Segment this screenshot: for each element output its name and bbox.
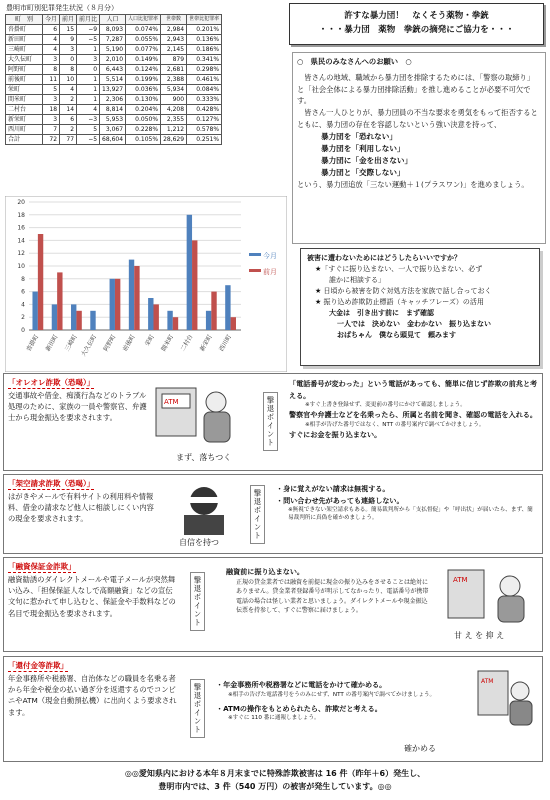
table-cell: 0.341% xyxy=(187,55,222,65)
table-row xyxy=(6,95,222,105)
legend-label: 前月 xyxy=(263,268,277,276)
table-cell: 10 xyxy=(60,75,77,85)
prevention-box xyxy=(300,248,540,366)
notice-heading: ○ 県民のみなさんへのお願い ○ xyxy=(297,57,412,66)
point-label: 撃退ポイント xyxy=(250,485,265,544)
section-text: はがきやメールで有料サイトの利用料や情報料、借金の請求など他人に相談しにくい内容の現金を要求されます。 xyxy=(8,492,154,524)
y-tick-label: 2 xyxy=(21,314,25,322)
tip-2-note: ※相手が告げた番号ではなく、NTT の番号案内で調べてかけましょう。 xyxy=(305,421,485,428)
section-kakuu xyxy=(3,474,543,554)
bar-今月-新栄町 xyxy=(206,311,211,330)
table-cell: 0.055% xyxy=(126,35,161,45)
table-cell: 0.136% xyxy=(187,35,222,45)
table-cell: −5 xyxy=(77,135,100,145)
tip-2: 警察官や弁護士などを名乗ったら、所属と名前を聞き、確認の電話を入れる。 xyxy=(289,410,537,419)
table-cell: 3 xyxy=(43,55,60,65)
table-cell: 14 xyxy=(60,105,77,115)
bar-前月-新田町 xyxy=(57,272,62,330)
table-cell: 7,287 xyxy=(100,35,126,45)
section-text: 年金事務所や税務署、自治体などの職員を名乗る者から年金や税金の払い過ぎ分を返還するのでコンビニやATM（現金自動預払機）に出向くよう要求されます。 xyxy=(8,674,177,717)
table-cell: 0 xyxy=(77,65,100,75)
bar-今月-阿野町 xyxy=(110,279,115,330)
table-cell: 合計 xyxy=(6,135,43,145)
table-cell: 1,212 xyxy=(161,125,187,135)
table-cell: 阿野町 xyxy=(6,65,43,75)
bar-今月-新田町 xyxy=(52,304,57,330)
table-cell: 0.204% xyxy=(126,105,161,115)
y-tick-label: 18 xyxy=(17,211,25,219)
y-tick-label: 10 xyxy=(17,263,25,270)
catchphrase-1: 大金は 引き出す前に まず確認 xyxy=(329,309,434,317)
table-cell: 28,629 xyxy=(161,135,187,145)
slogan-2: 暴力団を「利用しない」 xyxy=(321,143,405,153)
atm-illustration xyxy=(444,564,536,626)
table-cell: 72 xyxy=(43,135,60,145)
x-tick-label: 新栄町 xyxy=(198,333,214,353)
prevention-item-1b: 誰かに相談する」 xyxy=(329,276,385,284)
table-row xyxy=(6,25,222,35)
table-header-cell: 前月 xyxy=(60,15,77,25)
bar-前月-沓掛町 xyxy=(38,234,43,330)
table-cell: 1 xyxy=(77,75,100,85)
table-cell: 0.149% xyxy=(126,55,161,65)
tip-2-note: ※無視できない架空請求もある。簡易裁判所から「支払督促」や「呼出状」が届いたら、まず、簡易裁判所に真偽を確かめましょう。 xyxy=(288,507,533,521)
table-cell: 879 xyxy=(161,55,187,65)
bar-前月-西川町 xyxy=(231,317,236,330)
y-tick-label: 0 xyxy=(21,327,25,334)
crime-table-title: 豊明市町別犯罪発生状況（８月分） xyxy=(6,4,118,12)
table-cell: 4 xyxy=(43,35,60,45)
prevention-item-2: ★ 日頃から被害を防ぐ対処方法を家族で話し合っておく xyxy=(315,287,492,295)
table-cell: 0.084% xyxy=(187,85,222,95)
bar-前月-前後町 xyxy=(134,266,139,330)
y-tick-label: 6 xyxy=(21,288,25,296)
table-cell: 18 xyxy=(43,105,60,115)
table-cell: 0.127% xyxy=(187,115,222,125)
table-cell: 8,093 xyxy=(100,25,126,35)
slogan-3: 暴力団に「金を出さない」 xyxy=(321,155,413,165)
table-cell: 0.199% xyxy=(126,75,161,85)
table-cell: 2,355 xyxy=(161,115,187,125)
table-cell: 3 xyxy=(43,95,60,105)
table-cell: 5 xyxy=(77,125,100,135)
y-tick-label: 20 xyxy=(17,199,25,206)
footer-line1: ◎◎愛知県内における本年８月末までに特殊詐欺被害は 16 件（昨年＋6）発生し、 xyxy=(124,769,426,778)
table-header-row xyxy=(6,15,222,25)
tip-1: ・年金事務所や税務署などに電話をかけて確かめる。 xyxy=(216,680,387,689)
section-oreore xyxy=(3,373,543,471)
table-cell: 6 xyxy=(60,115,77,125)
section-text: 融資勧誘のダイレクトメールや電子メールが突然舞い込み、「担保保証人なしで高額融資」などの宣伝文句に惹かれて申し込むと、保証金や手数料などの名目で現金振込を要求されます。 xyxy=(8,575,176,618)
table-cell: 13,927 xyxy=(100,85,126,95)
table-cell: 2,306 xyxy=(100,95,126,105)
section-text: 交通事故や借金、痴漢行為などのトラブル処理のために、家族の一員や警察官、弁護士から現金振込を要求されます。 xyxy=(8,391,147,423)
table-cell: 0.050% xyxy=(126,115,161,125)
table-row xyxy=(6,135,222,145)
tip-2-note: ※すぐに 110 番に通報しましょう。 xyxy=(228,715,320,721)
table-cell: 0.105% xyxy=(126,135,161,145)
point-label: 撃退ポイント xyxy=(190,572,205,631)
slogan-header xyxy=(289,3,544,45)
tip-1: ・身に覚えがない請求は無視する。 xyxy=(276,484,390,493)
prevention-item-1: ★「すぐに振り込まない、一人で振り込まない、必ず xyxy=(315,265,483,273)
notice-box xyxy=(292,52,546,244)
table-cell: 4 xyxy=(77,105,100,115)
table-cell: 2,388 xyxy=(161,75,187,85)
x-tick-label: 前後町 xyxy=(121,333,137,353)
table-cell: 1 xyxy=(77,95,100,105)
bar-前月-二村台 xyxy=(192,240,197,330)
y-tick-label: 16 xyxy=(17,224,25,232)
table-cell: 3 xyxy=(60,45,77,55)
table-row xyxy=(6,45,222,55)
bar-今月-西川町 xyxy=(225,285,230,330)
x-tick-label: 西川町 xyxy=(218,333,234,353)
point-label: 撃退ポイント xyxy=(263,392,278,451)
table-cell: 0.130% xyxy=(126,95,161,105)
table-header-cell: 前月比 xyxy=(77,15,100,25)
legend-label: 今月 xyxy=(263,252,277,260)
tip-1: 「電話番号が変わった」という電話があっても、簡単に信じず詐欺の前兆と考える。 xyxy=(289,379,538,400)
x-tick-label: 新田町 xyxy=(44,333,60,353)
table-cell: 2,010 xyxy=(100,55,126,65)
table-cell: 3 xyxy=(77,55,100,65)
y-tick-label: 12 xyxy=(17,250,25,258)
catchphrase-3: おばちゃん 僕なら頭見て 頼みます xyxy=(337,331,456,339)
point-label: 撃退ポイント xyxy=(190,679,205,738)
table-cell: 2,984 xyxy=(161,25,187,35)
x-tick-label: 栄町 xyxy=(143,333,157,348)
section-caption: まず、落ちつく xyxy=(176,453,232,462)
table-cell: 2,145 xyxy=(161,45,187,55)
table-cell: 0.201% xyxy=(187,25,222,35)
table-cell: 0.077% xyxy=(126,45,161,55)
table-cell: 2 xyxy=(60,125,77,135)
bar-今月-沓掛町 xyxy=(32,292,37,330)
tip-3: すぐにお金を振り込まない。 xyxy=(289,429,382,439)
table-cell: 二村台 xyxy=(6,105,43,115)
table-cell: 栄町 xyxy=(6,85,43,95)
section-title: 「還付金等詐欺」 xyxy=(8,661,68,670)
table-header-cell: 今月 xyxy=(43,15,60,25)
atm-phone-illustration xyxy=(472,663,538,731)
table-header-cell: 町 別 xyxy=(6,15,43,25)
tip-1: 融資前に振り込まない。 xyxy=(226,567,305,576)
table-cell: 0.074% xyxy=(126,25,161,35)
x-tick-label: 二村台 xyxy=(179,333,195,353)
bar-前月-栄町 xyxy=(154,304,159,330)
table-header-cell: 人口比犯罪率 xyxy=(126,15,161,25)
y-tick-label: 8 xyxy=(21,275,25,283)
tip-2: ・問い合わせ先があっても連絡しない。 xyxy=(276,495,404,505)
y-tick-label: 14 xyxy=(17,237,25,245)
footer-line2: 豊明市内では、3 件（540 万円）の被害が発生しています。◎◎ xyxy=(158,782,392,791)
svg-text:ATM: ATM xyxy=(453,576,468,584)
catchphrase-2: 一人では 決めない 金わかない 振り込まない xyxy=(337,320,491,328)
tip-1-note: ※相手の告げた電話番号をうのみにせず、NTT の番号案内で調べてかけましょう。 xyxy=(228,691,436,698)
table-header-cell: 世帯数 xyxy=(161,15,187,25)
bar-前月-新栄町 xyxy=(211,292,216,330)
notice-para3: という、暴力団追放「三ない運動＋１(プラスワン)」を進めましょう。 xyxy=(297,179,529,189)
table-cell: 新栄町 xyxy=(6,115,43,125)
table-cell: 間米町 xyxy=(6,95,43,105)
table-cell: 3 xyxy=(43,115,60,125)
svg-text:ATM: ATM xyxy=(481,678,494,685)
header-line2: ・・・暴力団 薬物 拳銃の摘発にご協力を・・・ xyxy=(318,25,515,35)
table-cell: 68,604 xyxy=(100,135,126,145)
tip-2: ・ATMの操作をもとめられたら、詐欺だと考える。 xyxy=(216,703,382,713)
table-cell: 5,934 xyxy=(161,85,187,95)
table-header-cell: 世帯比犯罪率 xyxy=(187,15,222,25)
slogan-1: 暴力団を「恐れない」 xyxy=(321,131,397,141)
x-tick-label: 三崎町 xyxy=(63,333,79,353)
slogan-4: 暴力団と「交際しない」 xyxy=(321,167,405,177)
prevention-question: 被害に遭わないためにはどうしたらいいですか？ xyxy=(307,254,461,262)
table-row xyxy=(6,115,222,125)
table-cell: 8 xyxy=(43,65,60,75)
table-cell: −3 xyxy=(77,115,100,125)
header-line1: 許すな暴力団！ なくそう薬物・拳銃 xyxy=(344,11,489,21)
table-cell: 0.428% xyxy=(187,105,222,115)
table-row xyxy=(6,65,222,75)
notice-para2: 皆さん一人ひとりが、暴力団員の不当な要求を勇気をもって拒否するとともに、暴力団の存在を容認しないという強い決意を持って、 xyxy=(297,108,538,129)
table-cell: 4 xyxy=(60,85,77,95)
atm-elderly-illustration xyxy=(154,380,240,450)
footer-summary xyxy=(0,767,550,793)
table-cell: 0 xyxy=(60,55,77,65)
x-tick-label: 大久伝町 xyxy=(80,333,99,358)
table-cell: 0.251% xyxy=(187,135,222,145)
table-cell: 900 xyxy=(161,95,187,105)
table-cell: 15 xyxy=(60,25,77,35)
notice-para1: 皆さんの地域、職域から暴力団を排除するためには、「警察の取締り」と「社会全体による暴力団排除活動」を推し進めることが必要不可欠です。 xyxy=(297,72,535,106)
masked-man-illustration xyxy=(164,479,244,535)
table-cell: 8 xyxy=(60,65,77,75)
prevention-item-3: ★ 振り込め詐欺防止標語（キャッチフレーズ）の活用 xyxy=(315,298,484,306)
table-cell: 0.036% xyxy=(126,85,161,95)
bar-前月-三崎町 xyxy=(76,311,81,330)
table-cell: 0.461% xyxy=(187,75,222,85)
table-cell: 0.124% xyxy=(126,65,161,75)
x-tick-label: 間米町 xyxy=(160,333,176,353)
tip-1-note: 正規の貸金業者では融資を前提に現金の振り込みをさせることは絶対にありません。貸金業者登録番号が明示してなかったり、電話番号が携帯電話の場合は怪しい業者と思いましょう。ダイレクトメールや現金振込伝票を持参して、すぐに警察に届けましょう。 xyxy=(236,578,429,614)
table-cell: 4 xyxy=(43,45,60,55)
section-title: 「架空請求詐欺（恐喝）」 xyxy=(8,479,95,488)
table-cell: 0.186% xyxy=(187,45,222,55)
table-cell: 0.578% xyxy=(187,125,222,135)
table-cell: 11 xyxy=(43,75,60,85)
table-cell: 0.333% xyxy=(187,95,222,105)
table-cell: 77 xyxy=(60,135,77,145)
table-cell: 大久伝町 xyxy=(6,55,43,65)
table-cell: 新田町 xyxy=(6,35,43,45)
crime-table xyxy=(5,14,222,145)
section-title: 「オレオレ詐欺（恐喝）」 xyxy=(8,378,95,387)
table-cell: 5,953 xyxy=(100,115,126,125)
legend-swatch xyxy=(249,269,261,272)
table-row xyxy=(6,75,222,85)
bar-今月-二村台 xyxy=(187,215,192,330)
bar-今月-三崎町 xyxy=(71,304,76,330)
table-cell: 8,814 xyxy=(100,105,126,115)
bar-今月-栄町 xyxy=(148,298,153,330)
x-tick-label: 沓掛町 xyxy=(25,333,41,353)
table-row xyxy=(6,125,222,135)
table-cell: 4,208 xyxy=(161,105,187,115)
table-row xyxy=(6,35,222,45)
bar-前月-間米町 xyxy=(173,317,178,330)
section-caption: 甘 え を 抑 え xyxy=(454,631,505,640)
table-row xyxy=(6,55,222,65)
table-cell: −5 xyxy=(77,35,100,45)
bar-今月-間米町 xyxy=(167,311,172,330)
table-cell: 7 xyxy=(43,125,60,135)
table-cell: −9 xyxy=(77,25,100,35)
table-cell: 5 xyxy=(43,85,60,95)
bar-前月-阿野町 xyxy=(115,279,120,330)
table-cell: 1 xyxy=(77,45,100,55)
table-cell: 5,190 xyxy=(100,45,126,55)
section-caption: 確かめる xyxy=(404,744,436,753)
table-row xyxy=(6,105,222,115)
table-cell: 2 xyxy=(60,95,77,105)
section-yuushi xyxy=(3,557,543,652)
table-cell: 3,067 xyxy=(100,125,126,135)
crime-bar-chart xyxy=(5,196,287,372)
table-header-cell: 人口 xyxy=(100,15,126,25)
bar-今月-大久伝町 xyxy=(90,311,95,330)
bar-今月-前後町 xyxy=(129,260,134,330)
table-cell: 西川町 xyxy=(6,125,43,135)
table-cell: 2,943 xyxy=(161,35,187,45)
x-tick-label: 阿野町 xyxy=(102,333,118,353)
table-cell: 0.298% xyxy=(187,65,222,75)
table-cell: 前後町 xyxy=(6,75,43,85)
table-cell: 9 xyxy=(60,35,77,45)
section-caption: 自信を持つ xyxy=(179,538,219,547)
y-tick-label: 4 xyxy=(21,301,25,309)
table-cell: 三崎町 xyxy=(6,45,43,55)
table-cell: 0.228% xyxy=(126,125,161,135)
table-cell: 2,681 xyxy=(161,65,187,75)
table-cell: 1 xyxy=(77,85,100,95)
section-kanpukin xyxy=(3,656,543,762)
table-cell: 6 xyxy=(43,25,60,35)
table-cell: 5,514 xyxy=(100,75,126,85)
legend-swatch xyxy=(249,253,261,256)
table-cell: 沓掛町 xyxy=(6,25,43,35)
table-cell: 6,443 xyxy=(100,65,126,75)
section-title: 「融資保証金詐欺」 xyxy=(8,562,76,571)
tip-1-note: ※すぐ上書き登録せず、変更前の番号にかけて確認しましょう。 xyxy=(305,402,466,408)
table-row xyxy=(6,85,222,95)
svg-text:ATM: ATM xyxy=(164,398,179,406)
